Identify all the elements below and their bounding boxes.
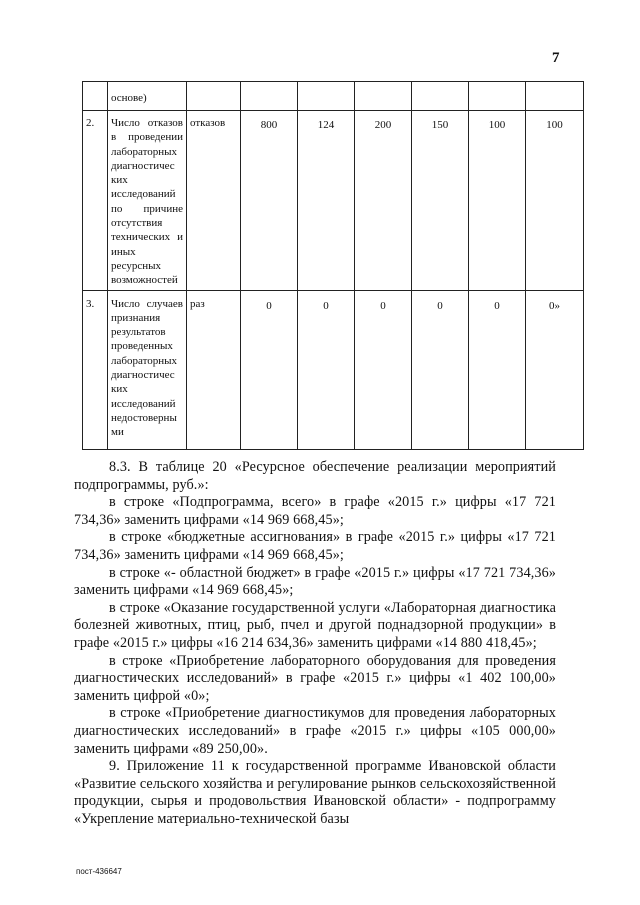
value-cell [412,111,469,291]
paragraph: в строке «Приобретение лабораторного оборудования для проведения диагностических исследований» в графе «2015 г.» цифры «1 402 100,00» заменить цифрой «0»; [74,652,556,704]
table-row [83,111,584,291]
value-text: 200 [374,119,392,131]
value-cell [469,290,526,449]
paragraph: в строке «Приобретение диагностикумов для проведения лабораторных диагностических исследований» в графе «2015 г.» цифры «105 000,00» заменить цифрами «89 250,00». [74,705,556,757]
paragraph: 8.3. В таблице 20 «Ресурсное обеспечение реализации мероприятий подпрограммы, руб.»: [74,459,556,493]
value-cell [241,82,298,111]
value-text: 0 [266,299,272,312]
unit-cell: раз [187,290,241,449]
value-text: 0 [494,299,500,312]
paragraph: в строке «Подпрограмма, всего» в графе «2015 г.» цифры «17 721 734,36» заменить цифрами «14 969 668,45»; [74,494,556,528]
value-cell [469,111,526,291]
value-cell [298,290,355,449]
indicator-name: Число случаев признания результатов проведенных лабораторных диагностичес ких исследований недостоверны ми [108,290,187,449]
value-cell [355,111,412,291]
value-cell [526,290,584,449]
value-cell [526,111,584,291]
table-row [83,82,584,111]
value-cell [412,82,469,111]
value-cell [298,82,355,111]
indicators-table [82,81,584,450]
value-cell [469,82,526,111]
paragraph: 9. Приложение 11 к государственной программе Ивановской области «Развитие сельского хозяйства и регулирование рынков сельскохозяйственной продукции, сырья и продовольствия Ивановской области» - подпрограмму «Укрепление материально-технической базы [74,758,556,827]
row-number: 3. [83,290,108,449]
indicator-name: Число отказов в проведении лабораторных диагностичес ких исследований по причине отсутствия технических и иных ресурсных возможностей [108,111,187,291]
page-number: 7 [552,50,560,66]
body-text [74,459,556,828]
paragraph: в строке «- областной бюджет» в графе «2015 г.» цифры «17 721 734,36» заменить цифрами «14 969 668,45»; [74,564,556,599]
value-cell [241,290,298,449]
document-code: пост-436647 [76,867,122,876]
value-text: 0 [437,299,443,312]
value-text: 100 [488,119,506,131]
row-number [83,82,108,111]
value-cell [412,290,469,449]
value-text: 100 [546,119,563,131]
value-text: 0 [380,299,386,312]
value-text: 124 [317,119,335,131]
value-cell [298,111,355,291]
unit-cell [187,82,241,111]
row-number: 2. [83,111,108,291]
paragraph: в строке «Оказание государственной услуги «Лабораторная диагностика болезней животных, птиц, рыб, пчел и другой поднадзорной продукции» в графе «2015 г.» цифры «16 214 634,36» заменить цифрами «14 880 418,45»; [74,599,556,651]
value-text: 0 [323,299,329,312]
paragraph: в строке «бюджетные ассигнования» в графе «2015 г.» цифры «17 721 734,36» заменить цифрами «14 969 668,45»; [74,529,556,563]
value-cell [355,82,412,111]
value-text: 800 [260,119,278,131]
table-row [83,290,584,449]
indicator-name: основе) [108,82,187,111]
unit-cell: отказов [187,111,241,291]
value-text: 0» [549,299,560,312]
value-cell [241,111,298,291]
value-text: 150 [431,119,449,131]
value-cell [526,82,584,111]
value-cell [355,290,412,449]
